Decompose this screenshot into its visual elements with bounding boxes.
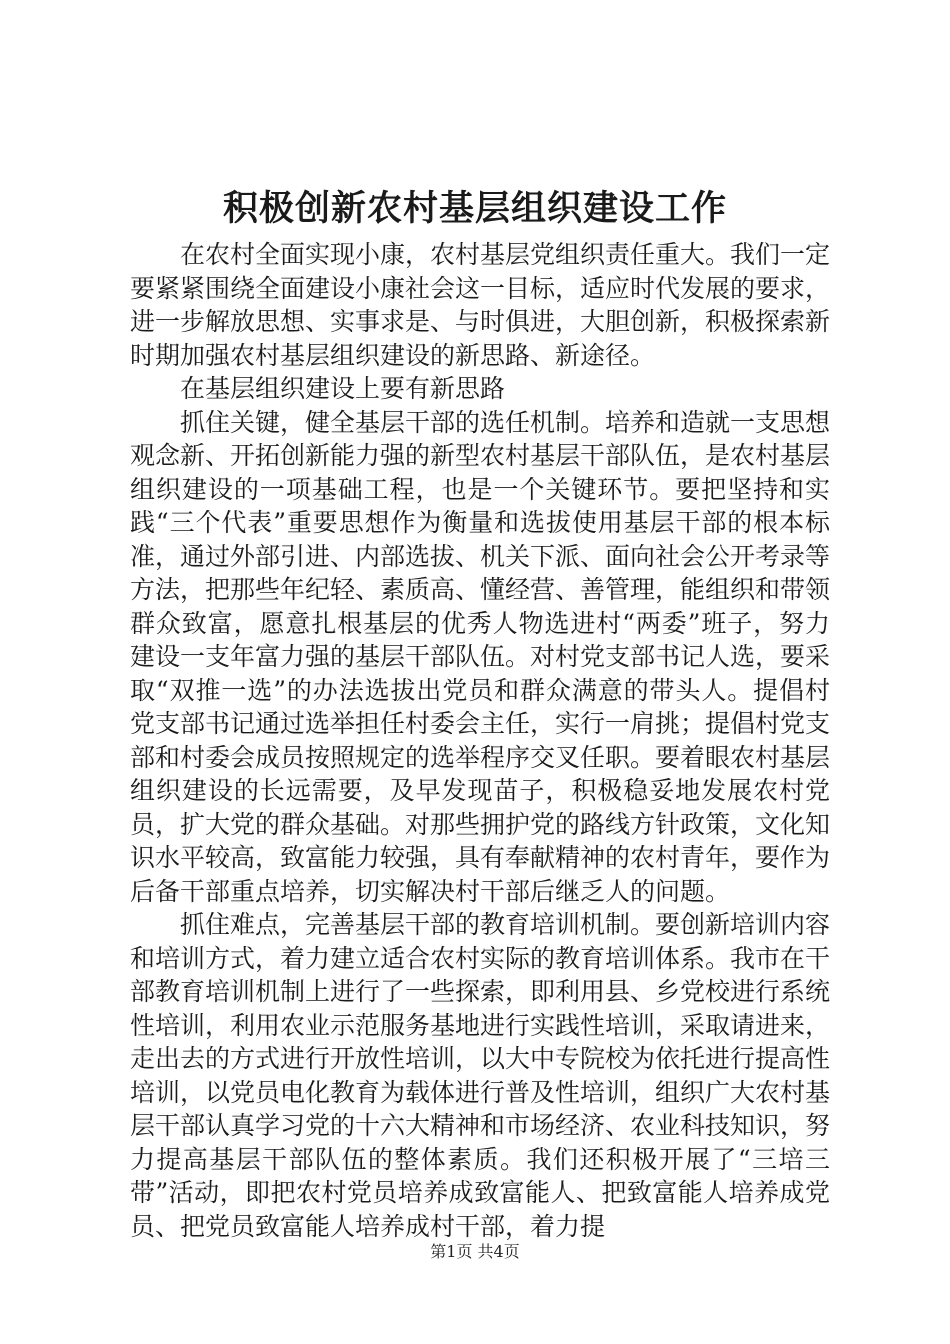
paragraph-intro: 在农村全面实现小康，农村基层党组织责任重大。我们一定要紧紧围绕全面建设小康社会这一目标，适应时代发展的要求，进一步解放思想、实事求是、与时俱进，大胆创新，积极探索新时期加强农村基层组织建设的新思路、新途径。 <box>130 240 831 370</box>
document-body <box>130 238 830 1243</box>
page-number: 第1页 共4页 <box>430 1242 520 1261</box>
section-heading: 在基层组织建设上要有新思路 <box>180 374 506 403</box>
paragraph-key-point: 抓住关键，健全基层干部的选任机制。培养和造就一支思想观念新、开拓创新能力强的新型农村基层干部队伍，是农村基层组织建设的一项基础工程，也是一个关键环节。要把坚持和实践“三个代表”重要思想作为衡量和选拔使用基层干部的根本标准，通过外部引进、内部选拔、机关下派、面向社会公开考录等方法，把那些年纪轻、素质高、懂经营、善管理，能组织和带领群众致富，愿意扎根基层的优秀人物选进村“两委”班子，努力建设一支年富力强的基层干部队伍。对村党支部书记人选，要采取“双推一选”的办法选拔出党员和群众满意的带头人。提倡村党支部书记通过选举担任村委会主任，实行一肩挑；提倡村党支部和村委会成员按照规定的选举程序交叉任职。要着眼农村基层组织建设的长远需要，及早发现苗子，积极稳妥地发展农村党员，扩大党的群众基础。对那些拥护党的路线方针政策，文化知识水平较高，致富能力较强，具有奉献精神的农村青年，要作为后备干部重点培养，切实解决村干部后继乏人的问题。 <box>130 407 831 906</box>
paragraph-difficulty: 抓住难点，完善基层干部的教育培训机制。要创新培训内容和培训方式，着力建立适合农村实际的教育培训体系。我市在干部教育培训机制上进行了一些探索，即利用县、乡党校进行系统性培训，利用农业示范服务基地进行实践性培训，采取请进来，走出去的方式进行开放性培训，以大中专院校为依托进行提高性培训，以党员电化教育为载体进行普及性培训，组织广大农村基层干部认真学习党的十六大精神和市场经济、农业科技知识，努力提高基层干部队伍的整体素质。我们还积极开展了“三培三带”活动，即把农村党员培养成致富能人、把致富能人培养成党员、把党员致富能人培养成村干部，着力提 <box>130 910 831 1241</box>
document-title: 积极创新农村基层组织建设工作 <box>222 188 727 229</box>
